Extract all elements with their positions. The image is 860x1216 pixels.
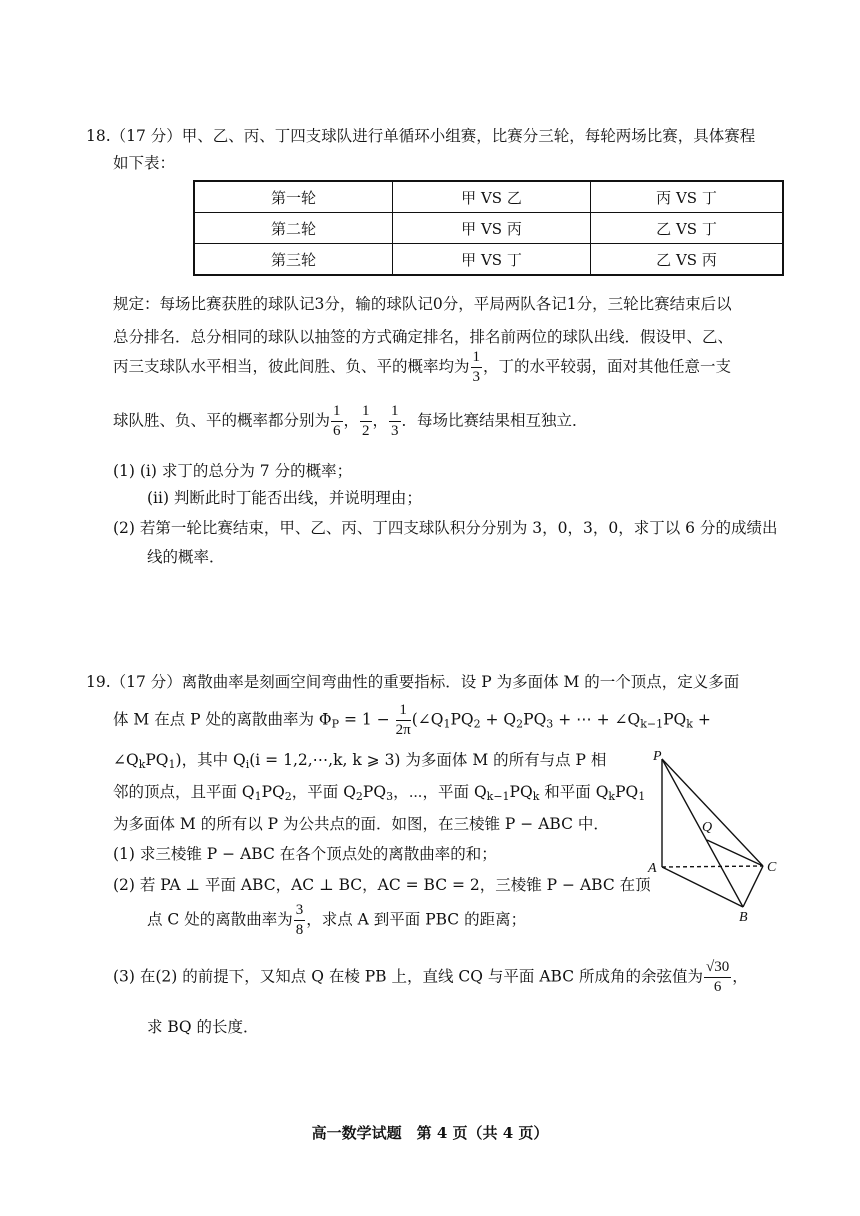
q19-line2-formula: 体 M 在点 P 处的离散曲率为 $\Phi_P = 1$ − $\frac{1}{2\pi}$ ($\angle Q_1PQ_2 + Q_2PQ_3$ + ⋯ + $\angle Q_{k-1}PQ_k$ + [113, 702, 711, 738]
q19-line4: 邻的顶点，且平面 $Q_1PQ_2$，平面 $Q_2PQ_3$，⋯，平面 $Q_{k-1}PQ_k$ 和平面 $Q_kPQ_1$ [113, 783, 646, 803]
q19-part3-line1: (3) 在(2) 的前提下，又知点 Q 在棱 PB 上，直线 CQ 与平面 ABC 所成角的余弦值为 $\frac{√30}{6}$ ， [113, 959, 748, 995]
fraction-one-sixth: $\frac{1}{6}$ [333, 403, 341, 439]
q19-line1: 19.（17 分）离散曲率是刻画空间弯曲性的重要指标．设 P 为多面体 M 的一个顶点，定义多面 [86, 673, 740, 691]
table-row [194, 213, 783, 244]
table-cell: 乙 VS 丁 [591, 213, 784, 244]
page-footer: 高一数学试题 第 4 页（共 4 页） [311, 1124, 549, 1142]
tetrahedron-figure [640, 745, 790, 925]
q18-part1-ii: (ⅱ) 判断此时丁能否出线，并说明理由； [147, 489, 422, 507]
table-cell: 乙 VS 丙 [591, 244, 784, 276]
q19-line3: $\angle Q_kPQ_1$)，其中 $Q_i(i$ = 1,2,⋯,k, k ⩾ 3) 为多面体 M 的所有与点 P 相 [113, 751, 607, 771]
table-cell: 第三轮 [194, 244, 393, 276]
q19-line5: 为多面体 M 的所有以 P 为公共点的面．如图，在三棱锥 P − ABC 中． [113, 815, 609, 833]
fraction-one-over-2pi: $\frac{1}{2\pi}$ [395, 702, 411, 738]
q18-rule-line2: 总分排名．总分相同的球队以抽签的方式确定排名，排名前两位的球队出线．假设甲、乙、 [113, 328, 734, 346]
q19-part3-line2: 求 BQ 的长度． [147, 1018, 259, 1036]
edge-ac-dashed [662, 866, 763, 867]
label-p: P [653, 749, 662, 764]
table-row [194, 181, 783, 213]
table-cell: 甲 VS 乙 [393, 181, 591, 213]
fraction-sqrt30-over-6: $\frac{√30}{6}$ [706, 959, 730, 995]
q18-part2-line2: 线的概率． [147, 548, 225, 566]
fraction-three-eighths: $\frac{3}{8}$ [295, 902, 304, 938]
fraction-one-third-b: $\frac{1}{3}$ [391, 403, 399, 439]
table-cell: 甲 VS 丁 [393, 244, 591, 276]
q19-part2-line1: (2) 若 PA ⊥ 平面 ABC，AC ⊥ BC，AC = BC = 2，三棱锥 P − ABC 在顶 [113, 876, 651, 894]
table-row [194, 244, 783, 276]
fraction-one-half: $\frac{1}{2}$ [362, 403, 370, 439]
table-cell: 甲 VS 丙 [393, 213, 591, 244]
table-cell: 第二轮 [194, 213, 393, 244]
edge-bc [743, 866, 763, 907]
table-cell: 丙 VS 丁 [591, 181, 784, 213]
q18-part2-line1: (2) 若第一轮比赛结束，甲、乙、丙、丁四支球队积分分别为 3，0，3，0，求丁以 6 分的成绩出 [113, 519, 778, 537]
table-cell: 第一轮 [194, 181, 393, 213]
label-b: B [739, 910, 748, 925]
q18-part1-i: (1) (ⅰ) 求丁的总分为 7 分的概率； [113, 462, 353, 480]
q18-header: 18.（17 分）甲、乙、丙、丁四支球队进行单循环小组赛，比赛分三轮，每轮两场比赛，具体赛程 [86, 127, 756, 145]
q18-header-cont: 如下表： [113, 154, 176, 172]
q18-rule-line1: 规定：每场比赛获胜的球队记3分，输的球队记0分，平局两队各记1分，三轮比赛结束后以 [113, 295, 732, 313]
q19-part2-line2: 点 C 处的离散曲率为 $\frac{3}{8}$ ，求点 A 到平面 PBC 的距离； [147, 902, 527, 938]
q19-part1: (1) 求三棱锥 P − ABC 在各个顶点处的离散曲率的和； [113, 845, 497, 863]
label-c: C [767, 860, 777, 875]
q18-rule-line4: 球队胜、负、平的概率都分别为 $\frac{1}{6}$ ， $\frac{1}{2}$ ， $\frac{1}{3}$ ．每场比赛结果相互独立． [113, 403, 588, 439]
fraction-one-third: $\frac{1}{3}$ [472, 349, 481, 385]
schedule-table [193, 180, 784, 276]
label-a: A [648, 861, 657, 876]
q18-rule-line3: 丙三支球队水平相当，彼此间胜、负、平的概率均为 $\frac{1}{3}$ ，丁的水平较弱，面对其他任意一支 [113, 349, 732, 385]
label-q: Q [702, 820, 713, 835]
segment-cq [707, 840, 763, 866]
edge-ab [662, 867, 743, 907]
